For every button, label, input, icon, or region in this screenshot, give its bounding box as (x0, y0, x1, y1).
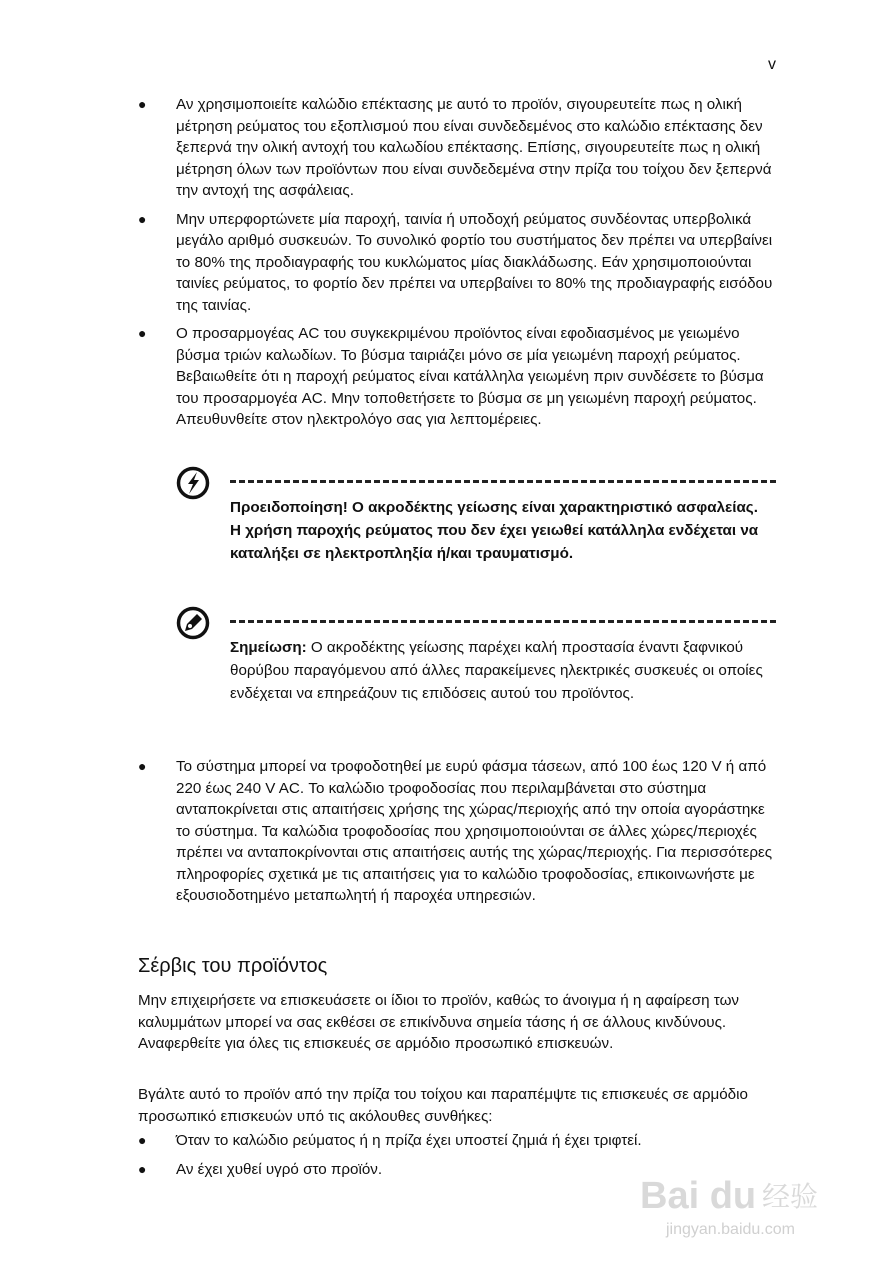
bullet-icon: ● (138, 758, 147, 774)
bullet-icon: ● (138, 210, 147, 227)
lightning-warning-icon (176, 466, 210, 500)
list-item: ● Το σύστημα μπορεί να τροφοδοτηθεί με ευρύ φάσμα τάσεων, από 100 έως 120 V ή από 220 έως 240 V AC. Το καλώδιο τροφοδοσίας που περιλαμβάνεται στο σύστημα ανταποκρίνεται στις απαιτήσεις χρήσης της χώρας/περιοχής από την οποία αγοράστηκε το σύστημα. Τα καλώδια τροφοδοσίας που χρησιμοποιούνται σε άλλες χώρες/περιοχές πρέπει να ανταποκρίνονται στις απαιτήσεις αυτής της χώρας/περιοχής. Για περισσότερες πληροφορίες σχετικά με τις απαιτήσεις για το καλώδιο τροφοδοσίας, επικοινωνήστε με εξουσιοδοτημένο μεταπωλητή ή παροχέα υπηρεσιών. (138, 758, 773, 904)
bullet-icon: ● (138, 96, 147, 112)
watermark-url: jingyan.baidu.com (666, 1221, 795, 1238)
note-label: Σημείωση: (230, 639, 307, 656)
note-body: Ο ακροδέκτης γείωσης παρέχει καλή προστασία έναντι ξαφνικού θορύβου παραγόμενου από άλλες παρακείμενες ηλεκτρικές συσκευές οι οποίες ενδέχεται να επηρεάζουν τις επιδόσεις αυτού του προϊόντος. (230, 639, 763, 702)
safety-bullets-top (138, 94, 778, 438)
bullet-icon: ● (138, 1132, 147, 1148)
power-bullet (138, 756, 778, 914)
note-text (230, 636, 770, 705)
list-item: ● Αν χρησιμοποιείτε καλώδιο επέκτασης με αυτό το προϊόν, σιγουρευτείτε πως η ολική μέτρηση ρεύματος του εξοπλισμού που είναι συνδεδεμένος στο καλώδιο επέκτασης δεν ξεπερνά την ολική αντοχή του καλωδίου επέκτασης. Επίσης, σιγουρευτείτε πως η ολική μέτρηση όλων των προϊόντων που είναι συνδεδεμένα στην πρίζα του τοίχου δεν ξεπερνά την αντοχή της ασφάλειας. (138, 96, 772, 199)
page-number: v (768, 56, 776, 73)
baidu-watermark (636, 1162, 836, 1242)
list-item: ● Όταν το καλώδιο ρεύματος ή η πρίζα έχει υποστεί ζημιά ή έχει τριφτεί. (138, 1130, 778, 1152)
bullet-icon: ● (138, 325, 147, 341)
watermark-sub: 经验 (762, 1180, 819, 1213)
bullet-icon: ● (138, 1160, 147, 1177)
section-title: Σέρβις του προϊόντος (138, 955, 328, 977)
list-item: ● Ο προσαρμογέας AC του συγκεκριμένου προϊόντος είναι εφοδιασμένος με γειωμένο βύσμα τριών καλωδίων. Το βύσμα ταιριάζει μόνο σε μία γειωμένη παροχή ρεύματος. Βεβαιωθείτε ότι η παροχή ρεύματος είναι κατάλληλα γειωμένη πριν συνδέσετε το βύσμα του προσαρμογέα AC. Μην τοποθετήσετε το βύσμα σε μη γειωμένη παροχή ρεύματος. Απευθυνθείτε στον ηλεκτρολόγο σας για λεπτομέρειες. (138, 325, 764, 428)
divider (230, 620, 776, 623)
list-item: ● Αν έχει χυθεί υγρό στο προϊόν. (138, 1159, 778, 1181)
pen-note-icon (176, 606, 210, 640)
warning-text: Προειδοποίηση! Ο ακροδέκτης γείωσης είναι χαρακτηριστικό ασφαλείας. Η χρήση παροχής ρεύματος που δεν έχει γειωθεί κατάλληλα ενδέχεται να καταλήξει σε ηλεκτροπληξία ή/και τραυματισμό. (230, 499, 759, 562)
divider (230, 480, 776, 483)
paragraph-conditions-intro: Βγάλτε αυτό το προϊόν από την πρίζα του τοίχου και παραπέμψτε τις επισκευές σε αρμόδιο προσωπικό επισκευών υπό τις ακόλουθες συνθήκες: (138, 1086, 748, 1125)
watermark-brand: Bai du (640, 1175, 757, 1217)
list-item: ● Μην υπερφορτώνετε μία παροχή, ταινία ή υποδοχή ρεύματος συνδέοντας υπερβολικά μεγάλο αριθμό συσκευών. Το συνολικό φορτίο του συστήματος δεν πρέπει να υπερβαίνει το 80% της προδιαγραφής του κυκλώματος μίας διακλάδωσης. Εάν χρησιμοποιούνται ταινίες ρεύματος, το φορτίο δεν πρέπει να υπερβαίνει το 80% της προδιαγραφής εισόδου της ταινίας. (138, 210, 773, 314)
paragraph-service-warning: Μην επιχειρήσετε να επισκευάσετε οι ίδιοι το προϊόν, καθώς το άνοιγμα ή η αφαίρεση των καλυμμάτων μπορεί να σας εκθέσει σε επικίνδυνα σημεία τάσης ή σε άλλους κινδύνους. Αναφερθείτε για όλες τις επισκευές σε αρμόδιο προσωπικό επισκευών. (138, 992, 740, 1052)
